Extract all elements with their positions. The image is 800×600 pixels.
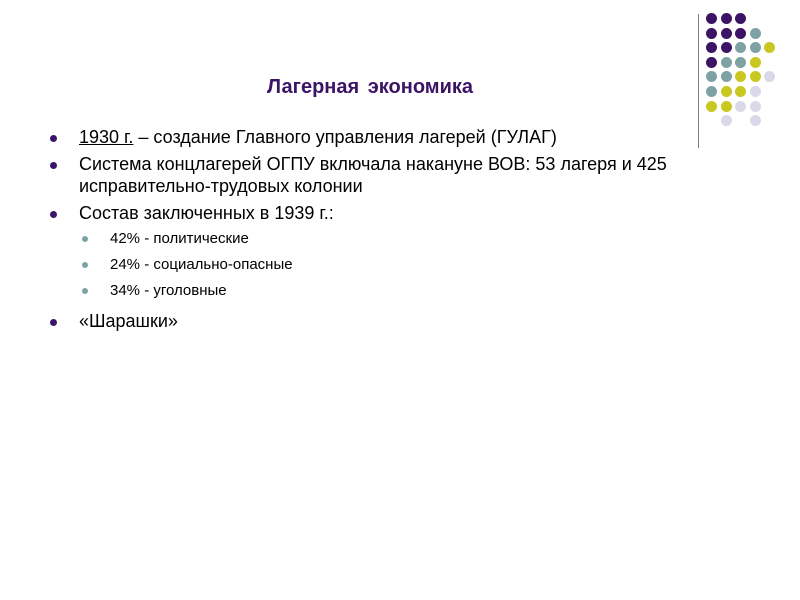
decorative-dot (750, 101, 761, 112)
decorative-dot (750, 115, 761, 126)
bullet-item (48, 310, 738, 332)
decorative-dot (735, 71, 746, 82)
decorative-dot (735, 28, 746, 39)
decorative-dot (750, 42, 761, 53)
sub-bullet-text: 24% - социально-опасные (110, 256, 293, 273)
bullet-icon (50, 162, 57, 169)
bullet-item (48, 126, 738, 148)
decorative-dot (735, 42, 746, 53)
decorative-dot (750, 71, 761, 82)
bullet-item (48, 153, 738, 197)
decorative-dot (721, 115, 732, 126)
sub-bullet-icon (82, 288, 88, 294)
bullet-icon (50, 319, 57, 326)
bullet-text: – создание Главного управления лагерей (ГУЛАГ) (133, 127, 557, 147)
sub-bullet-item (48, 255, 738, 275)
decorative-dot (721, 57, 732, 68)
decorative-dot (735, 13, 746, 24)
decorative-dot (706, 86, 717, 97)
decorative-dot (706, 28, 717, 39)
sub-bullet-icon (82, 236, 88, 242)
sub-bullet-item (48, 229, 738, 249)
bullet-text: Система концлагерей ОГПУ включала накануне ВОВ: 53 лагеря и 425 исправительно-трудовых колонии (79, 154, 667, 196)
decorative-dot (735, 101, 746, 112)
bullet-list (48, 126, 738, 337)
decorative-dot (750, 86, 761, 97)
bullet-icon (50, 135, 57, 142)
sub-bullet-text: 42% - политические (110, 230, 249, 247)
decorative-dot (721, 13, 732, 24)
decorative-dot (750, 57, 761, 68)
bullet-text: Состав заключенных в 1939 г.: (79, 203, 334, 223)
bullet-icon (50, 211, 57, 218)
decorative-dot (706, 101, 717, 112)
decorative-dot (735, 86, 746, 97)
decorative-dot (721, 101, 732, 112)
decorative-dot (706, 57, 717, 68)
bullet-text: «Шарашки» (79, 311, 178, 331)
decorative-dot (706, 13, 717, 24)
decorative-dot (750, 28, 761, 39)
bullet-item (48, 202, 738, 224)
sub-bullet-icon (82, 262, 88, 268)
year-link[interactable]: 1930 г. (79, 127, 134, 147)
sub-bullet-item (48, 281, 738, 301)
decorative-dot (706, 42, 717, 53)
decorative-dot (721, 42, 732, 53)
decorative-dot (735, 57, 746, 68)
decorative-dot (764, 42, 775, 53)
decorative-dot (721, 28, 732, 39)
decorative-dot (721, 86, 732, 97)
sub-bullet-text: 34% - уголовные (110, 282, 227, 299)
decorative-dot (721, 71, 732, 82)
slide-title: Лагерная экономика (266, 76, 474, 98)
decorative-dot (764, 71, 775, 82)
